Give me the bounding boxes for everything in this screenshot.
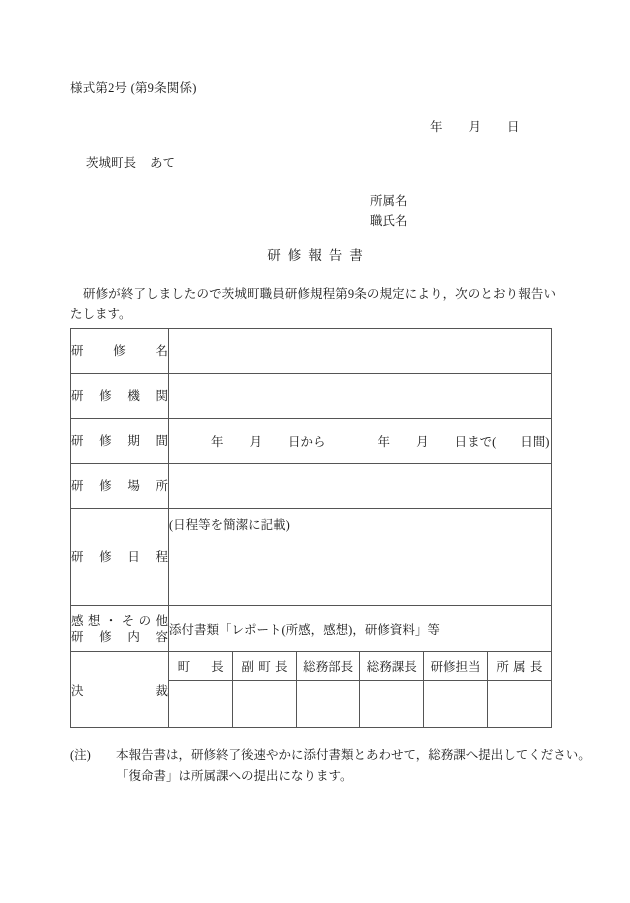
approval-stamp-general-affairs-director[interactable]	[296, 681, 360, 728]
approval-header-division-head-label: 所属長	[496, 660, 543, 674]
addressee-name: 茨城町長	[86, 156, 137, 170]
table-row-training-period	[71, 419, 552, 464]
approval-signature-row	[169, 681, 551, 728]
field-training-place[interactable]	[169, 464, 552, 509]
lead-paragraph: 研修が終了しましたので茨城町職員研修規程第9条の規定により，次のとおり報告いたします。	[70, 287, 556, 321]
addressee	[86, 153, 175, 171]
report-table	[70, 328, 552, 728]
addressee-honorific: あて	[150, 156, 176, 170]
footnote-marker: (注)	[70, 748, 91, 762]
table-row-approval	[71, 652, 552, 728]
table-row-training-schedule	[71, 509, 552, 606]
field-impressions[interactable]: 添付書類「レポート(所感，感想)，研修資料」等	[169, 606, 552, 652]
field-training-org[interactable]	[169, 374, 552, 419]
field-training-name[interactable]	[169, 329, 552, 374]
approval-stamp-training-officer[interactable]	[424, 681, 488, 728]
approval-header-division-head	[487, 652, 551, 681]
approval-stamp-deputy-mayor[interactable]	[233, 681, 297, 728]
label-training-schedule: 研修日程	[71, 509, 169, 606]
date-year: 年	[430, 120, 443, 134]
period-day-to: 日まで(	[454, 435, 497, 449]
label-impressions-line2: 研修内容	[71, 629, 168, 644]
approval-header-general-affairs-director: 総務部長	[296, 652, 360, 681]
field-training-period[interactable]	[169, 419, 552, 464]
label-training-org: 研修機関	[71, 374, 169, 419]
approval-header-general-affairs-chief: 総務課長	[360, 652, 424, 681]
approval-header-mayor	[169, 652, 233, 681]
label-training-period: 研修期間	[71, 419, 169, 464]
label-impressions-line1: 感想・その他	[71, 613, 168, 628]
approval-header-deputy-mayor	[233, 652, 297, 681]
footnote-text-1: 本報告書は，研修終了後速やかに添付書類とあわせて，総務課へ提出してください。	[116, 748, 591, 762]
page-title: 研修報告書	[267, 248, 370, 263]
field-training-schedule[interactable]	[169, 509, 552, 606]
footnote-line-1	[70, 745, 591, 766]
submitter-block	[370, 191, 408, 231]
table-row-training-name	[71, 329, 552, 374]
footnote	[70, 745, 591, 787]
approval-stamp-mayor[interactable]	[169, 681, 233, 728]
label-impressions	[71, 606, 169, 652]
period-total-days: 日間)	[520, 435, 550, 449]
date-line	[430, 117, 520, 135]
approval-header-training-officer: 研修担当	[424, 652, 488, 681]
period-month-from: 月	[249, 435, 263, 449]
form-number: 様式第2号 (第9条関係)	[70, 81, 197, 95]
period-year-to: 年	[377, 435, 391, 449]
approval-table	[169, 652, 551, 727]
date-month: 月	[468, 120, 482, 134]
period-text	[169, 432, 551, 450]
schedule-hint: (日程等を簡潔に記載)	[169, 518, 290, 532]
footnote-line-2: 「復命書」は所属課への提出になります。	[116, 769, 353, 783]
label-training-place: 研修場所	[71, 464, 169, 509]
table-row-impressions	[71, 606, 552, 652]
approval-header-row	[169, 652, 551, 681]
approval-grid	[169, 652, 552, 728]
label-approval: 決裁	[71, 652, 169, 728]
approval-header-deputy-mayor-label: 副町長	[241, 660, 288, 674]
period-month-to: 月	[416, 435, 429, 449]
approval-stamp-general-affairs-chief[interactable]	[360, 681, 424, 728]
period-day-from: 日から	[288, 435, 326, 449]
approval-header-mayor-label: 町長	[177, 660, 224, 674]
label-training-name: 研修名	[71, 329, 169, 374]
period-year-from: 年	[211, 435, 224, 449]
affiliation-label: 所属名	[370, 194, 408, 208]
date-day: 日	[507, 120, 520, 134]
title-name-label: 職氏名	[370, 214, 408, 228]
table-row-training-place	[71, 464, 552, 509]
approval-stamp-division-head[interactable]	[487, 681, 551, 728]
table-row-training-org	[71, 374, 552, 419]
